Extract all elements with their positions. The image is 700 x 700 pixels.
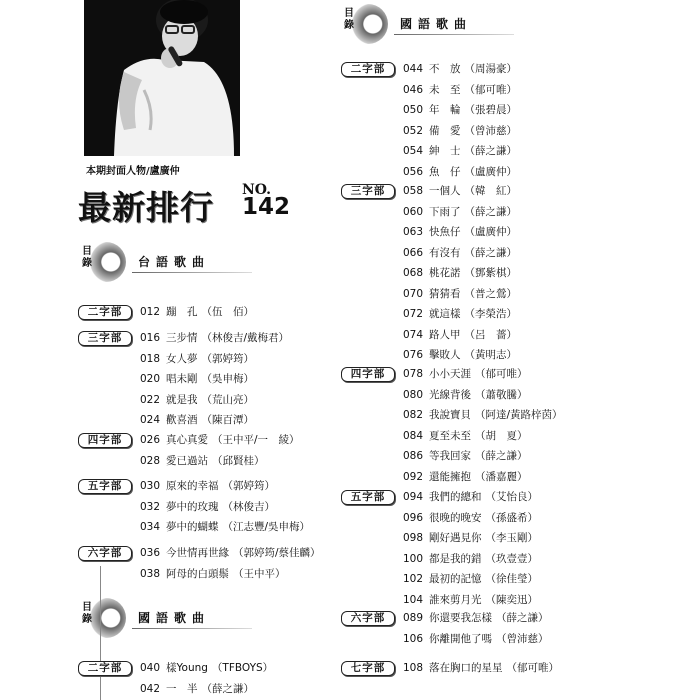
brand-title: 最新排行 <box>78 188 214 227</box>
column-divider <box>100 566 101 700</box>
song-entry <box>140 500 310 521</box>
song-entry <box>403 429 563 450</box>
song-artist: （玖壹壹） <box>485 552 538 565</box>
song-artist: （吳申梅） <box>201 373 254 385</box>
section-title: 台語歌曲 <box>138 255 211 269</box>
page-number: 058 <box>403 185 424 197</box>
song-title: 備 愛 <box>429 124 461 137</box>
song-title: 夢中的玫瑰 <box>166 500 219 513</box>
song-artist: （薛之謙） <box>475 450 528 462</box>
song-artist: （薛之謙） <box>464 145 517 157</box>
page-number: 012 <box>140 306 161 318</box>
song-title: 不 放 <box>429 63 461 75</box>
song-artist: （林俊吉） <box>222 500 275 513</box>
page-number: 066 <box>403 246 424 259</box>
song-title: 下雨了 <box>429 205 461 218</box>
page-number: 034 <box>140 521 161 533</box>
song-entries <box>140 546 321 587</box>
page-number: 026 <box>140 434 161 446</box>
page-number: 050 <box>403 104 424 116</box>
page-number: 046 <box>403 83 424 96</box>
song-entry <box>140 352 289 373</box>
song-title: 你還要我怎樣 <box>429 612 492 624</box>
song-title: 都是我的錯 <box>429 552 482 565</box>
song-title: 女人夢 <box>166 352 198 365</box>
song-title: 猜猜看 <box>429 287 461 300</box>
page-number: 092 <box>403 470 424 483</box>
song-entry <box>403 266 517 287</box>
page-number: 024 <box>140 414 161 426</box>
song-entries <box>403 184 517 369</box>
song-entries <box>140 305 254 326</box>
song-title: 桃花諾 <box>429 267 461 279</box>
group-tag: 五字部 <box>341 490 395 505</box>
section-underline <box>132 628 252 629</box>
page-number: 076 <box>403 349 424 361</box>
song-artist: （郭婷筠/蔡佳麟） <box>233 547 321 559</box>
song-title: 快魚仔 <box>429 226 461 238</box>
page-number: 080 <box>403 388 424 401</box>
song-entry <box>140 433 300 454</box>
page-number: 094 <box>403 491 424 503</box>
page-number: 072 <box>403 308 424 320</box>
song-entry <box>140 661 273 682</box>
song-entry <box>403 287 517 308</box>
song-entries <box>140 331 289 434</box>
page-number: 056 <box>403 165 424 178</box>
song-title: 原來的幸福 <box>166 480 219 492</box>
song-entries <box>403 661 559 682</box>
page-number: 063 <box>403 226 424 238</box>
song-title: 就這樣 <box>429 308 461 320</box>
song-artist: （林俊吉/戴梅君） <box>201 332 290 344</box>
page-number: 098 <box>403 532 424 544</box>
song-title: 一 半 <box>166 682 198 695</box>
page-number: 044 <box>403 63 424 75</box>
song-entry <box>403 611 549 632</box>
group-tag: 二字部 <box>341 62 395 77</box>
song-entry <box>140 479 310 500</box>
song-artist: （鄧紫棋） <box>464 267 517 279</box>
song-entry <box>140 393 289 414</box>
page-number: 016 <box>140 332 161 344</box>
song-artist: （盧廣仲） <box>464 226 517 238</box>
song-artist: （TFBOYS） <box>211 662 274 674</box>
song-title: 阿母的白頭鬃 <box>166 567 229 580</box>
group-tag: 六字部 <box>78 546 132 561</box>
page-number: 052 <box>403 124 424 137</box>
cover-photo <box>84 0 240 156</box>
page-number: 108 <box>403 662 424 674</box>
song-entry <box>403 103 517 124</box>
song-title: 很晚的晚安 <box>429 511 482 524</box>
song-artist: （黃明志） <box>464 349 517 361</box>
song-entry <box>403 348 517 369</box>
section-mu-label: 目錄 <box>82 246 92 269</box>
song-artist: （李玉剛） <box>485 532 538 544</box>
song-title: 未 至 <box>429 83 461 96</box>
song-title: 唱未剛 <box>166 373 198 385</box>
song-title: 愛已過站 <box>166 454 208 467</box>
song-title: 落在胸口的星星 <box>429 662 503 674</box>
song-entries <box>403 367 563 490</box>
song-entries <box>140 479 310 541</box>
song-artist: （荒山亮） <box>201 393 254 406</box>
group-tag: 三字部 <box>78 331 132 346</box>
song-title: 樣Young <box>166 662 208 674</box>
song-title: 魚 仔 <box>429 165 461 178</box>
page-number: 082 <box>403 409 424 421</box>
page-number: 096 <box>403 511 424 524</box>
song-entry <box>403 205 517 226</box>
section-title: 國語歌曲 <box>400 17 473 31</box>
song-artist: （郁可唯） <box>464 83 517 96</box>
song-artist: （盧廣仲） <box>464 165 517 178</box>
song-title: 夢中的蝴蝶 <box>166 521 219 533</box>
page-number: 084 <box>403 429 424 442</box>
song-entry <box>140 454 300 475</box>
song-artist: （張碧晨） <box>464 104 517 116</box>
issue-no-label: NO. <box>242 182 272 198</box>
song-title: 一個人 <box>429 185 461 197</box>
song-entry <box>140 413 289 434</box>
song-artist: （伍 佰） <box>201 306 254 318</box>
section-banner-mandarin-right <box>342 4 522 44</box>
song-artist: （呂 薔） <box>464 328 517 341</box>
group-tag: 二字部 <box>78 305 132 320</box>
song-artist: （胡 夏） <box>475 429 528 442</box>
section-title: 國語歌曲 <box>138 611 211 625</box>
song-entry <box>140 331 289 352</box>
song-artist: （郭婷筠） <box>201 352 254 365</box>
song-title: 就是我 <box>166 393 198 406</box>
song-title: 有沒有 <box>429 246 461 259</box>
song-entry <box>403 661 559 682</box>
group-tag: 七字部 <box>341 661 395 676</box>
song-entry <box>403 246 517 267</box>
song-artist: （艾怡良） <box>485 491 538 503</box>
song-title: 你離開他了嗎 <box>429 632 492 645</box>
group-tag: 六字部 <box>341 611 395 626</box>
page-number: 106 <box>403 632 424 645</box>
song-artist: （孫盛希） <box>485 511 538 524</box>
song-artist: （韓 紅） <box>464 185 517 197</box>
song-title: 等我回家 <box>429 450 471 462</box>
song-title: 今世情再世緣 <box>166 547 229 559</box>
song-artist: （薛之謙） <box>464 205 517 218</box>
section-mu-label: 目錄 <box>82 602 92 625</box>
song-artist: （蕭敬騰） <box>475 388 528 401</box>
song-title: 小小天涯 <box>429 368 471 380</box>
page-number: 042 <box>140 682 161 695</box>
song-title: 擊敗人 <box>429 349 461 361</box>
song-artist: （普之鶯） <box>464 287 517 300</box>
singer-photo-image <box>84 0 240 156</box>
song-entry <box>403 388 563 409</box>
song-artist: （徐佳瑩） <box>485 573 538 585</box>
song-artist: （王中平/一 綾） <box>212 434 300 446</box>
group-tag: 四字部 <box>341 367 395 382</box>
song-entry <box>140 546 321 567</box>
song-entry <box>403 83 517 104</box>
page-number: 078 <box>403 368 424 380</box>
cover-caption: 本期封面人物/盧廣仲 <box>86 166 180 177</box>
song-artist: （邱賢桂） <box>212 454 265 467</box>
song-entry <box>140 520 310 541</box>
song-title: 紳 士 <box>429 145 461 157</box>
song-entry <box>403 632 549 653</box>
song-entries <box>403 490 538 613</box>
song-artist: （郭婷筠） <box>222 480 275 492</box>
section-banner-mandarin-left <box>80 598 260 638</box>
song-entry <box>140 305 254 326</box>
song-entry <box>403 552 538 573</box>
section-underline <box>132 272 252 273</box>
page-number: 018 <box>140 352 161 365</box>
song-entry <box>140 682 273 700</box>
song-entry <box>403 307 517 328</box>
page-number: 060 <box>403 205 424 218</box>
song-entry <box>403 124 517 145</box>
page-number: 089 <box>403 612 424 624</box>
song-artist: （阿達/黃路梓茵） <box>475 409 563 421</box>
page-number: 040 <box>140 662 161 674</box>
song-entry <box>403 449 563 470</box>
song-entry <box>140 567 321 588</box>
song-artist: （郁可唯） <box>475 368 528 380</box>
song-artist: （周湯豪） <box>464 63 517 75</box>
section-underline <box>394 34 514 35</box>
page-number: 028 <box>140 454 161 467</box>
song-title: 歡喜酒 <box>166 414 198 426</box>
section-banner-taiwanese <box>80 242 260 282</box>
song-artist: （曾沛慈） <box>464 124 517 137</box>
song-artist: （陳百潭） <box>201 414 254 426</box>
song-entry <box>403 490 538 511</box>
song-entry <box>403 144 517 165</box>
song-entry <box>403 572 538 593</box>
song-title: 我說寶貝 <box>429 409 471 421</box>
section-mu-label: 目錄 <box>344 8 354 31</box>
song-entries <box>403 62 517 185</box>
song-artist: （薛之謙） <box>464 246 517 259</box>
song-entry <box>403 62 517 83</box>
song-title: 最初的記憶 <box>429 573 482 585</box>
song-entry <box>403 184 517 205</box>
song-artist: （薛之謙） <box>201 682 254 695</box>
song-entries <box>140 661 273 700</box>
song-entry <box>403 511 538 532</box>
page-number: 070 <box>403 287 424 300</box>
group-tag: 四字部 <box>78 433 132 448</box>
issue-number: 142 <box>242 194 291 220</box>
page-number: 086 <box>403 450 424 462</box>
song-artist: （潘嘉麗） <box>475 470 528 483</box>
song-entry <box>403 165 517 186</box>
song-entries <box>403 611 549 652</box>
song-entries <box>140 433 300 474</box>
page-number: 074 <box>403 328 424 341</box>
group-tag: 二字部 <box>78 661 132 676</box>
page-number: 020 <box>140 373 161 385</box>
page-number: 102 <box>403 573 424 585</box>
song-title: 三步情 <box>166 332 198 344</box>
song-title: 年 輪 <box>429 104 461 116</box>
song-entry <box>140 372 289 393</box>
song-artist: （江志豐/吳申梅） <box>222 521 311 533</box>
song-artist: （王中平） <box>233 567 286 580</box>
group-tag: 五字部 <box>78 479 132 494</box>
song-entry <box>403 531 538 552</box>
song-title: 我們的總和 <box>429 491 482 503</box>
page-number: 022 <box>140 393 161 406</box>
page-number: 068 <box>403 267 424 279</box>
page-number: 030 <box>140 480 161 492</box>
song-entry <box>403 328 517 349</box>
song-artist: （薛之謙） <box>496 612 549 624</box>
song-entry <box>403 225 517 246</box>
page-number: 038 <box>140 567 161 580</box>
page-number: 054 <box>403 145 424 157</box>
page-number: 104 <box>403 593 424 606</box>
song-artist: （郁可唯） <box>506 662 559 674</box>
page-number: 036 <box>140 547 161 559</box>
page-number: 032 <box>140 500 161 513</box>
song-artist: （曾沛慈） <box>496 632 549 645</box>
song-artist: （陳奕迅） <box>485 593 538 606</box>
song-title: 真心真愛 <box>166 434 208 446</box>
group-tag: 三字部 <box>341 184 395 199</box>
song-title: 路人甲 <box>429 328 461 341</box>
song-title: 夏至未至 <box>429 429 471 442</box>
song-entry <box>403 470 563 491</box>
song-title: 光線背後 <box>429 388 471 401</box>
song-title: 剛好遇見你 <box>429 532 482 544</box>
song-entry <box>403 593 538 614</box>
song-artist: （李榮浩） <box>464 308 517 320</box>
song-title: 蹦 孔 <box>166 306 198 318</box>
song-title: 誰來剪月光 <box>429 593 482 606</box>
page-number: 100 <box>403 552 424 565</box>
song-entry <box>403 408 563 429</box>
song-entry <box>403 367 563 388</box>
song-title: 還能擁抱 <box>429 470 471 483</box>
